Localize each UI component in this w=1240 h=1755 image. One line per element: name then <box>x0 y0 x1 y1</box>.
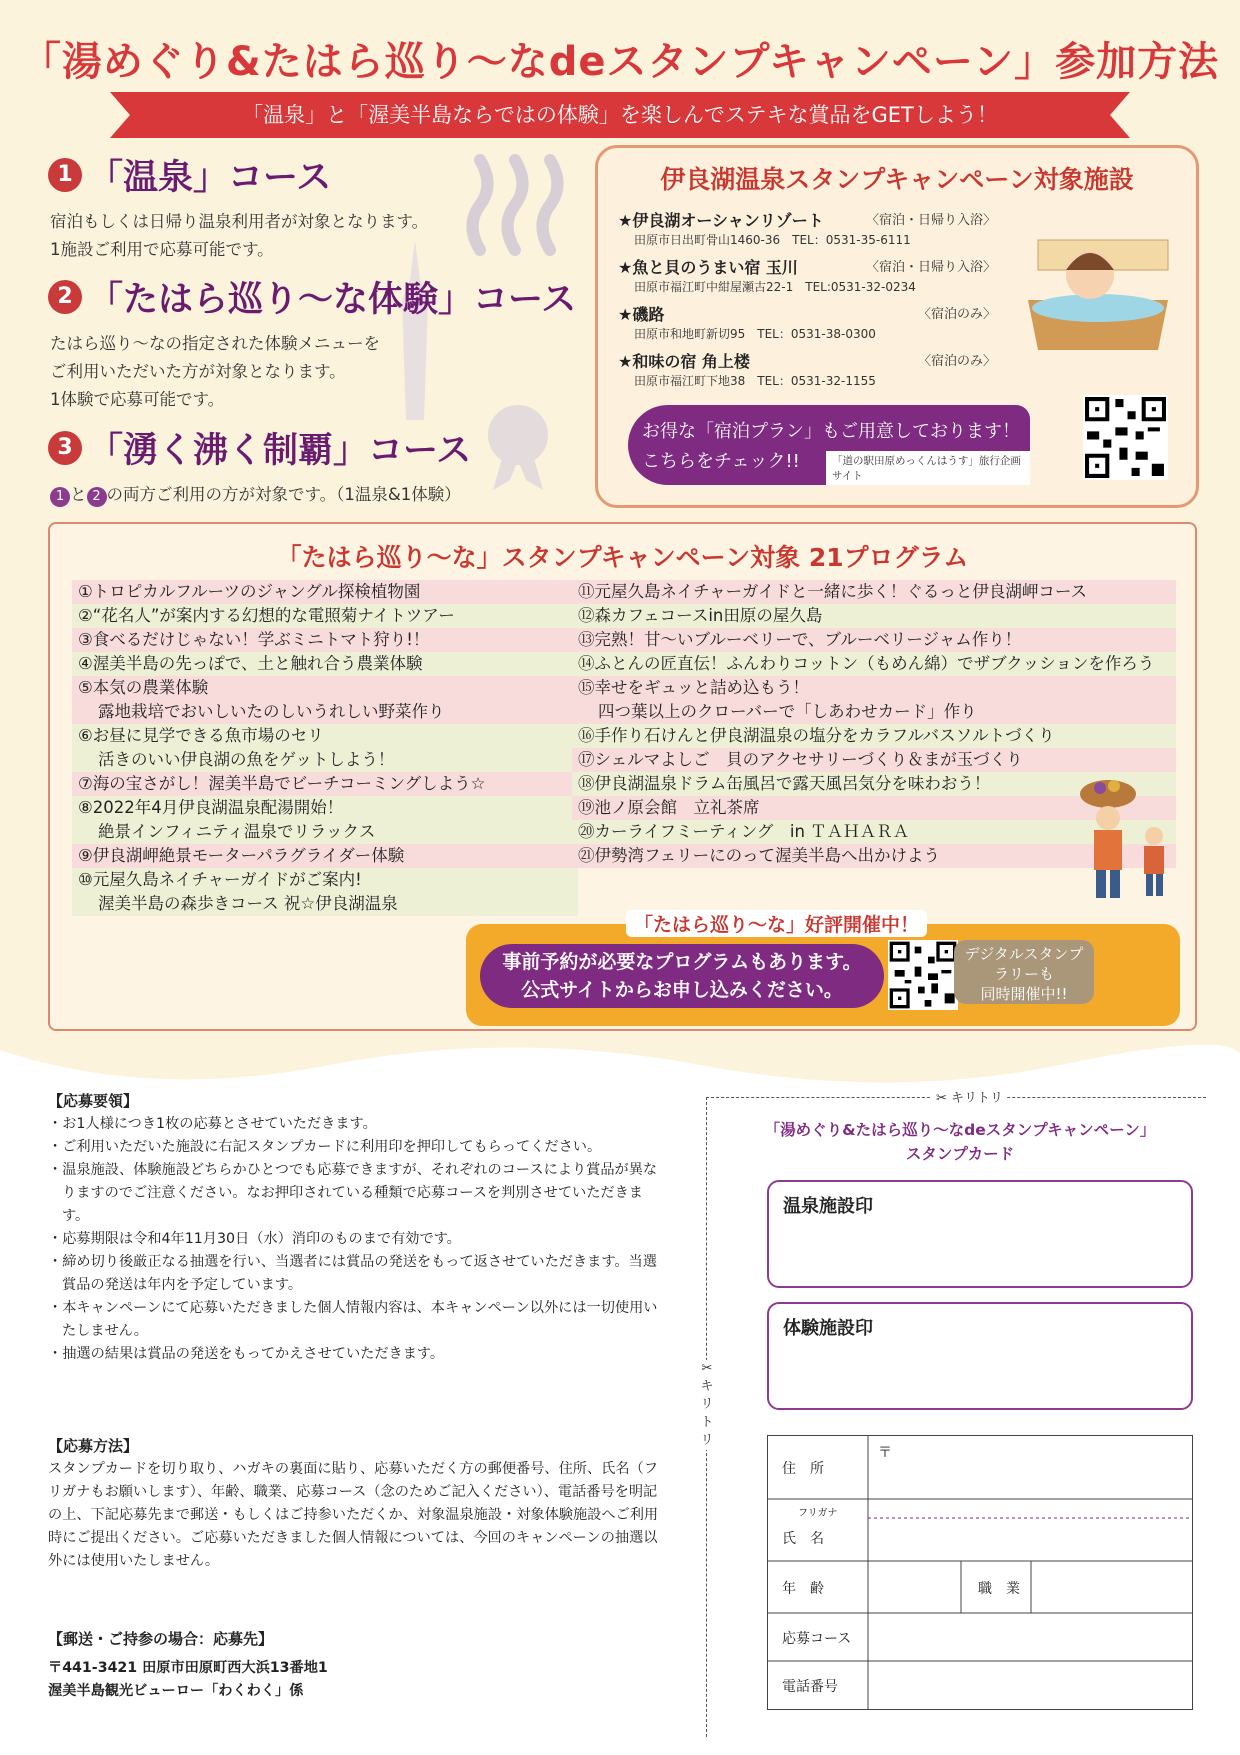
cut-label-text: キリトリ <box>951 1091 1004 1106</box>
facility-address: 田原市日出町骨山1460-36 TEL：0531-35-6111 <box>634 233 911 247</box>
program-text: ①トロピカルフルーツのジャングル探検植物園 <box>78 582 421 601</box>
program-text: ⑱伊良湖温泉ドラム缶風呂で露天風呂気分を味わおう！ <box>578 774 991 793</box>
stamp-label: 体験施設印 <box>783 1318 873 1339</box>
course-text: 1体験で応募可能です。 <box>50 390 225 409</box>
qr-code-icon[interactable] <box>1083 395 1168 480</box>
promo-text: こちらをチェック!! <box>642 451 800 472</box>
list-item <box>72 724 578 772</box>
rule-item: ・締め切り後厳正なる抽選を行い、当選者には賞品の発送をもって返させていただきます。当選賞品の発送は年内を予定しています。 <box>48 1254 657 1293</box>
rules-heading: 【応募要領】 <box>48 1092 139 1110</box>
facility-type: 〈宿泊・日帰り入浴〉 <box>865 213 996 228</box>
banner-header: 「たはら巡り～な」好評開催中！ <box>626 910 927 937</box>
promo-site-tag: 「道の駅田原めっくんはうす」旅行企画サイト <box>826 451 1030 485</box>
course-text: の両方ご利用の方が対象です。（1温泉&1体験） <box>106 485 461 504</box>
age-field[interactable] <box>872 1566 958 1610</box>
program-subtext: 渥美半島の森歩きコース 祝☆伊良湖温泉 <box>98 894 398 913</box>
program-text: ㉑伊勢湾フェリーにのって渥美半島へ出かけよう <box>578 846 941 865</box>
number-badge: 1 <box>50 487 70 507</box>
postal-mark: 〒 <box>878 1445 892 1461</box>
rule-item: ・本キャンペーンにて応募いただきました個人情報内容は、本キャンペーン以外には一切使用いたしません。 <box>48 1300 658 1339</box>
promo-text: お得な「宿泊プラン」もご用意しております！ <box>642 421 1020 442</box>
notice-text: 公式サイトからお申し込みください。 <box>521 979 843 1001</box>
program-list-left <box>72 580 578 916</box>
onsen-stamp-box[interactable] <box>767 1180 1193 1288</box>
method-heading: 【応募方法】 <box>48 1437 139 1455</box>
address-heading: 【郵送・ご持参の場合：応募先】 <box>48 1630 274 1648</box>
method-text: スタンプカードを切り取り、ハガキの裏面に貼り、応募いただく方の郵便番号、住所、氏名（フリガナもお願いします）、年齢、職業、応募コース（念のためご記入ください）、電話番号を明記の上、下記応募先まで郵送・もしくはご持参いただくか、対象温泉施設・対象体験施設へご利用時にご提出ください。ご応募いただきました個人情報については、今回のキャンペーンの抽選以外には使用いたしません。 <box>48 1461 659 1569</box>
facility-item <box>618 206 996 254</box>
address-section <box>48 1628 663 1703</box>
steam-icon <box>460 150 570 260</box>
course-title: 「温泉」コース <box>88 158 332 198</box>
badge-text: ラリーも <box>993 965 1054 983</box>
rule-item: ・お1人様につき1枚の応募とさせていただきます。 <box>48 1116 377 1132</box>
list-item <box>572 676 1176 724</box>
facility-type: 〈宿泊・日帰り入浴〉 <box>865 260 996 275</box>
program-text: ⑰シェルマよしご 貝のアクセサリーづくり＆まが玉づくり <box>578 750 1023 769</box>
rule-item: ・温泉施設、体験施設どちらかひとつでも応募できますが、それぞれのコースにより賞品が異なりますのでご注意ください。なお押印されている種類で応募コースを判別させていただきます。 <box>48 1162 658 1224</box>
address-line: 渥美半島観光ビューロー「わくわく」係 <box>48 1683 304 1699</box>
course-text: ご利用いただいた方が対象となります。 <box>50 362 346 381</box>
notice-text: 事前予約が必要なプログラムもあります。 <box>502 951 862 973</box>
stamp-label: 温泉施設印 <box>783 1196 873 1217</box>
program-text: ⑨伊良湖岬絶景モーターパラグライダー体験 <box>78 846 405 865</box>
course-text: たはら巡り～なの指定された体験メニューを <box>50 334 380 353</box>
list-item <box>572 628 1176 652</box>
cut-label-vertical: ✂ キ リ ト リ <box>698 1360 716 1450</box>
number-badge: 2 <box>87 487 107 507</box>
course-3 <box>48 423 471 509</box>
reservation-banner <box>466 914 1180 1026</box>
address-line: 〒441-3421 田原市田原町西大浜13番地1 <box>48 1660 328 1676</box>
program-text: ⑫森カフェコースin田原の屋久島 <box>578 606 823 625</box>
facilities-title: 伊良湖温泉スタンプキャンペーン対象施設 <box>660 165 1134 194</box>
promo-box[interactable] <box>628 405 1030 485</box>
experience-stamp-box[interactable] <box>767 1302 1193 1410</box>
facility-name: ★和味の宿 角上楼 <box>618 352 750 371</box>
program-text: ⑮幸せをギュッと詰め込もう！ <box>578 678 809 697</box>
reservation-notice[interactable] <box>480 944 884 1008</box>
program-text: ⑦海の宝さがし！渥美半島でビーチコーミングしよう☆ <box>78 774 486 793</box>
program-text: ⑭ふとんの匠直伝！ふんわりコットン（もめん綿）でザブクッションを作ろう <box>578 654 1155 673</box>
program-subtext: 絶景インフィニティ温泉でリラックス <box>98 822 376 841</box>
program-text: ⑤本気の農業体験 <box>78 678 209 697</box>
number-badge: 2 <box>48 280 82 314</box>
program-text: ⑳カーライフミーティング in ＴＡＨＡＲＡ <box>578 822 910 841</box>
course-title: 「湧く沸く制覇」コース <box>88 431 472 471</box>
rule-item: ・応募期限は令和4年11月30日（水）消印のものまで有効です。 <box>48 1231 461 1247</box>
program-text: ⑪元屋久島ネイチャーガイドと一緒に歩く！ぐるっと伊良湖岬コース <box>578 582 1088 601</box>
facility-address: 田原市福江町中紺屋瀬古22-1 TEL:0531-32-0234 <box>634 280 916 294</box>
rules-section <box>48 1090 663 1366</box>
facility-type: 〈宿泊のみ〉 <box>917 307 996 322</box>
list-item <box>572 748 1176 772</box>
list-item <box>72 796 578 844</box>
harvest-people-illustration <box>1070 772 1180 902</box>
form-label-job: 職 業 <box>978 1581 1020 1597</box>
program-text: ⑧2022年4月伊良湖温泉配湯開始！ <box>78 798 344 817</box>
course-text: 1施設ご利用で応募可能です。 <box>50 240 274 259</box>
programs-title: 「たはら巡り～な」スタンプキャンペーン対象 21プログラム <box>276 543 969 572</box>
form-label-address: 住 所 <box>782 1461 824 1477</box>
address-field[interactable] <box>872 1440 1188 1496</box>
card-title <box>720 1118 1200 1166</box>
list-item <box>72 772 578 796</box>
facility-name: ★魚と貝のうまい宿 玉川 <box>618 258 798 277</box>
entry-form <box>767 1435 1193 1710</box>
form-label-furigana: フリガナ <box>798 1508 838 1519</box>
course-text: 宿泊もしくは日帰り温泉利用者が対象となります。 <box>50 212 429 231</box>
course-1 <box>48 150 428 264</box>
course-field[interactable] <box>872 1616 1188 1658</box>
facilities-panel <box>595 145 1199 508</box>
form-label-phone: 電話番号 <box>782 1679 838 1695</box>
program-subtext: 活きのいい伊良湖の魚をゲットしよう！ <box>98 750 395 769</box>
subtitle-text: 「温泉」と「渥美半島ならではの体験」を楽しんでステキな賞品をGETしよう！ <box>242 103 998 127</box>
list-item <box>572 652 1176 676</box>
course-2 <box>48 272 576 414</box>
list-item <box>72 580 578 604</box>
page-title: 「湯めぐり&たはら巡り～なdeスタンプキャンペーン」参加方法 <box>20 39 1220 85</box>
list-item <box>72 676 578 724</box>
badge-text: 同時開催中!! <box>980 985 1068 1003</box>
list-item <box>572 580 1176 604</box>
program-text: ②“花名人”が案内する幻想的な電照菊ナイトツアー <box>78 606 455 625</box>
program-text: ⑩元屋久島ネイチャーガイドがご案内! <box>78 870 362 889</box>
card-title-line: 「湯めぐり&たはら巡り～なdeスタンプキャンペーン」 <box>764 1121 1156 1139</box>
course-title: 「たはら巡り～な体験」コース <box>88 280 577 320</box>
rule-item: ・ご利用いただいた施設に右記スタンプカードに利用印を押印してもらってください。 <box>48 1139 602 1155</box>
card-title-line: スタンプカード <box>905 1145 1015 1163</box>
name-field[interactable] <box>872 1522 1188 1558</box>
badge-text: デジタルスタンプ <box>964 945 1084 963</box>
number-badge: 3 <box>48 431 82 465</box>
program-text: ⑯手作り石けんと伊良湖温泉の塩分をカラフルバスソルトづくり <box>578 726 1055 745</box>
program-text: ⑲池ノ原会館 立礼茶席 <box>578 798 760 817</box>
rule-item: ・抽選の結果は賞品の発送をもってかえさせていただきます。 <box>48 1346 445 1362</box>
digital-stamp-badge <box>954 940 1094 1004</box>
course-text: と <box>70 485 87 504</box>
list-item <box>572 604 1176 628</box>
program-text: ④渥美半島の先っぽで、土と触れ合う農業体験 <box>78 654 423 673</box>
facility-name: ★磯路 <box>618 305 665 324</box>
qr-code-icon[interactable] <box>888 940 958 1010</box>
facility-item <box>618 253 996 301</box>
facility-address: 田原市和地町新切95 TEL：0531-38-0300 <box>634 327 876 341</box>
list-item <box>72 652 578 676</box>
form-label-name: 氏 名 <box>782 1531 824 1547</box>
program-subtext: 露地栽培でおいしいたのしいうれしい野菜作り <box>98 702 445 721</box>
facility-name: ★伊良湖オーシャンリゾート <box>618 211 824 230</box>
job-field[interactable] <box>1036 1566 1188 1610</box>
list-item <box>72 604 578 628</box>
form-label-age: 年 齢 <box>782 1581 824 1597</box>
phone-field[interactable] <box>872 1664 1188 1706</box>
cut-label: ✂ キリトリ <box>932 1087 1007 1106</box>
programs-panel <box>48 522 1197 1031</box>
facility-item <box>618 300 996 348</box>
facility-address: 田原市福江町下地38 TEL：0531-32-1155 <box>634 374 876 388</box>
list-item <box>72 868 578 916</box>
list-item <box>72 628 578 652</box>
list-item <box>572 724 1176 748</box>
program-subtext: 四つ葉以上のクローバーで「しあわせカード」作り <box>598 702 977 721</box>
program-text: ⑥お昼に見学できる魚市場のセリ <box>78 726 324 745</box>
onsen-bather-illustration <box>1018 220 1178 380</box>
facility-item <box>618 347 996 395</box>
program-text: ③食べるだけじゃない！学ぶミニトマト狩り!！ <box>78 630 430 649</box>
facility-type: 〈宿泊のみ〉 <box>917 354 996 369</box>
method-section <box>48 1435 663 1573</box>
form-label-course: 応募コース <box>782 1631 852 1647</box>
program-text: ⑬完熟！甘～いブルーベリーで、ブルーベリージャム作り！ <box>578 630 1022 649</box>
list-item <box>72 844 578 868</box>
number-badge: 1 <box>48 158 82 192</box>
